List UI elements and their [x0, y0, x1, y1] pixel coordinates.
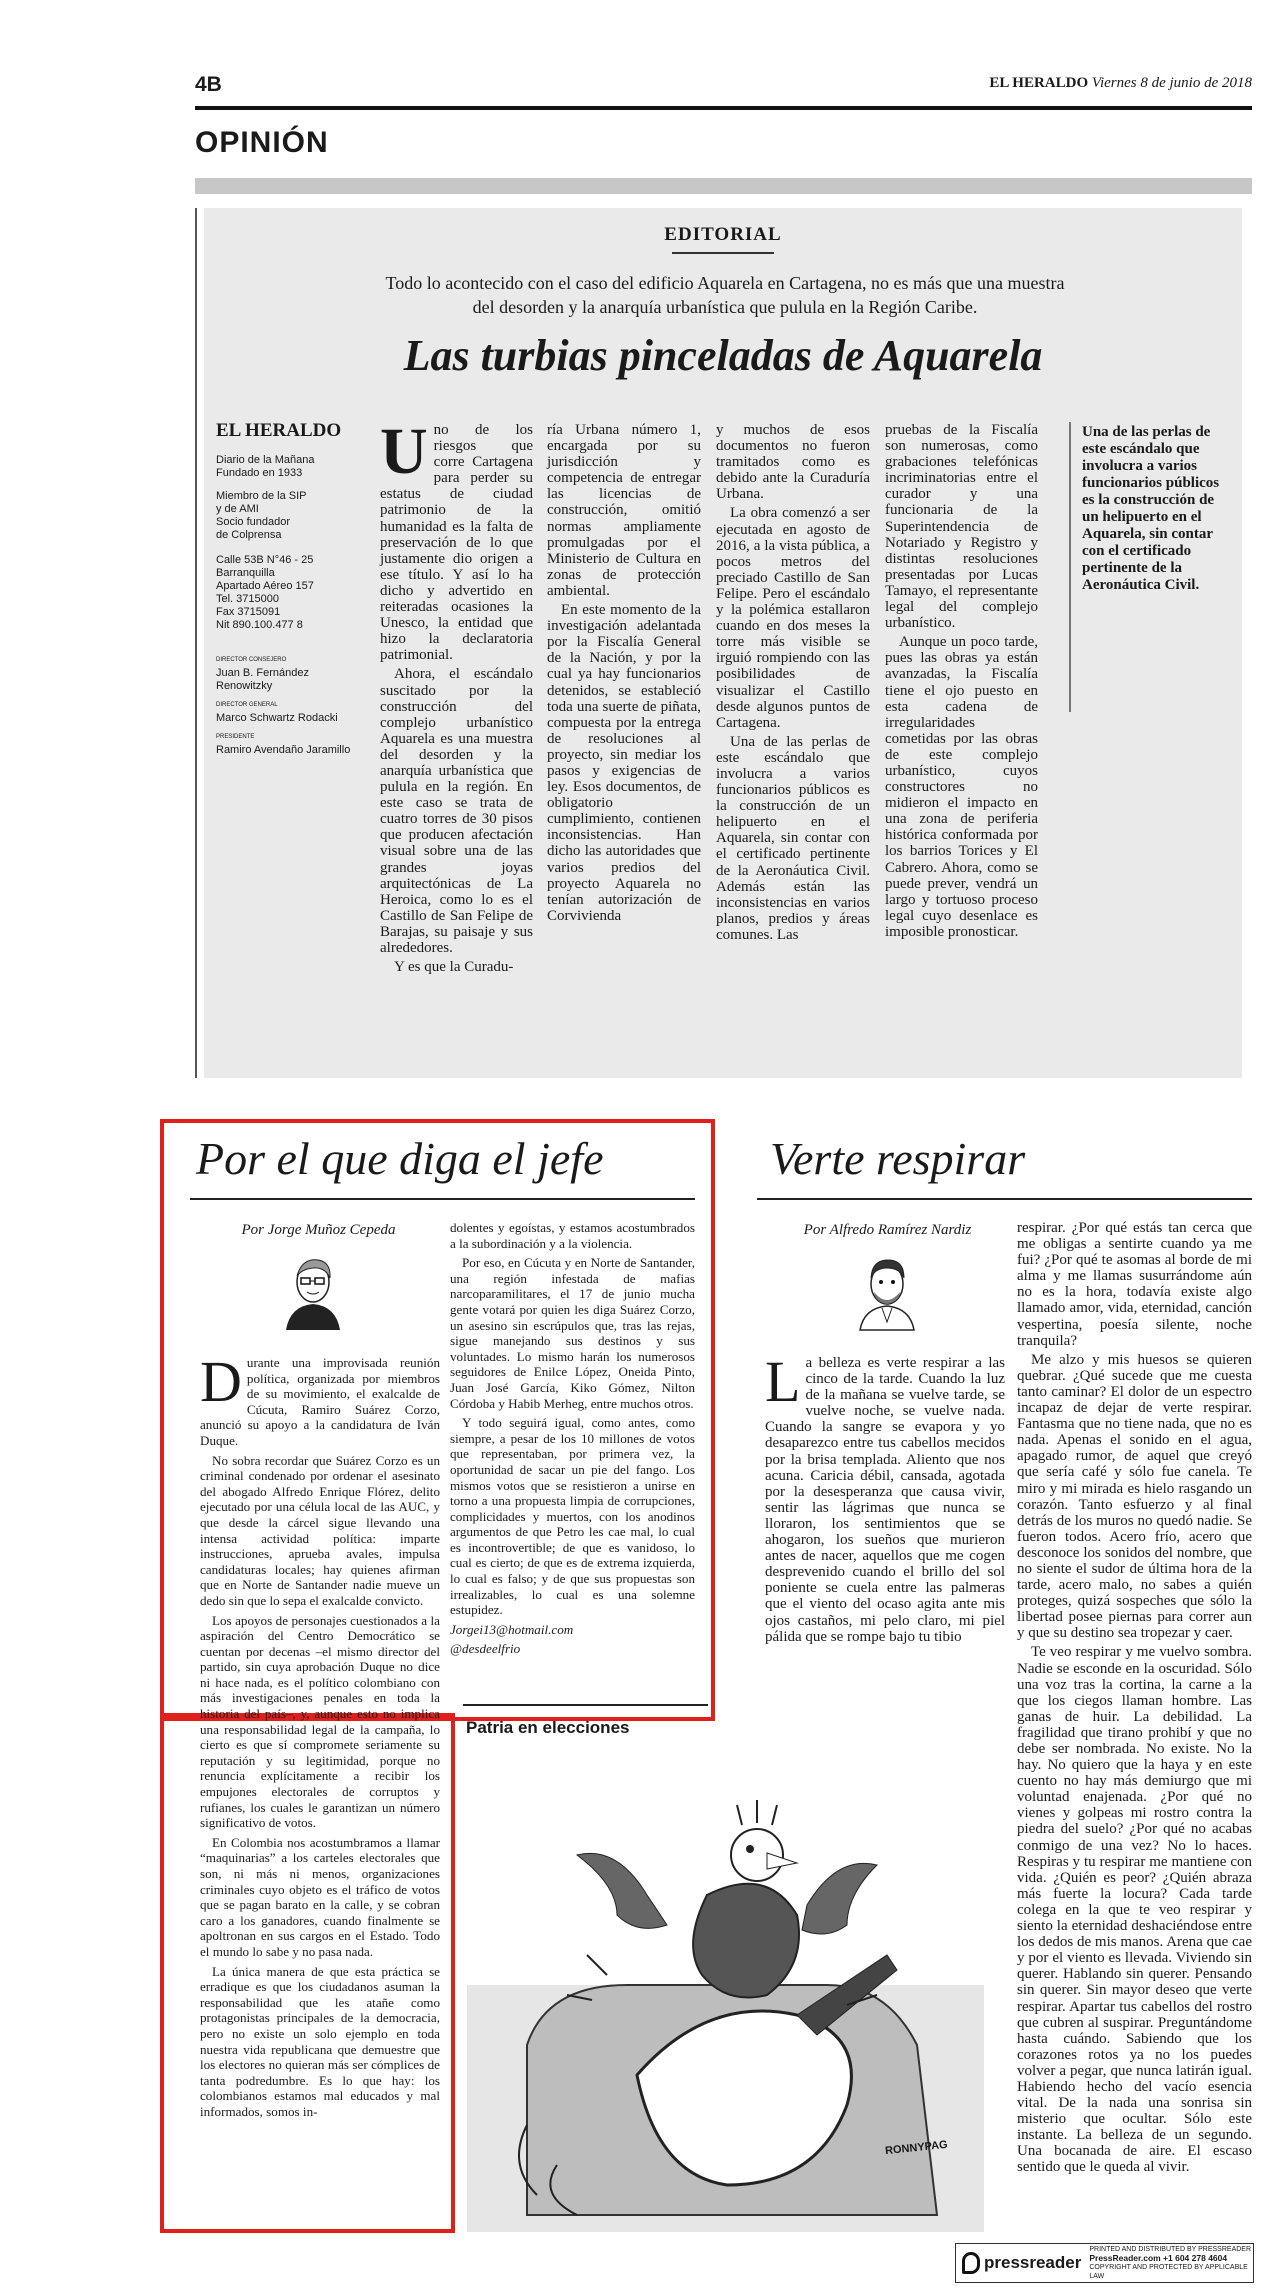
byline: Por Jorge Muñoz Cepeda — [241, 1222, 396, 1238]
author-portrait — [278, 1252, 348, 1330]
pullquote: Una de las perlas de este escándalo que involucra a varios funcionarios públicos es la construcción de un helipuerto en el Aquarela, sin contar con el certificado pertinente de la Aeronáutica Civil. — [1082, 424, 1220, 593]
masthead-line: Fax 3715091 — [216, 606, 281, 618]
paragraph: pruebas de la Fiscalía son numerosas, como grabaciones telefónicas incriminatorias entre el curador y una funcionaria de la Superintendencia de Notariado y Registro y distintas resoluciones presentadas por Lucas Tamayo, el representante legal del complejo urbanístico. — [885, 422, 1038, 632]
page-number: 4B — [195, 73, 222, 96]
masthead-line: Nit 890.100.477 8 — [216, 619, 303, 631]
editorial-column-3 — [716, 422, 870, 1067]
masthead-role: DIRECTOR CONSEJERO — [216, 657, 287, 663]
column-title: Por el que diga el jefe — [196, 1133, 604, 1184]
masthead — [216, 420, 366, 757]
author-twitter: @desdeelfrio — [450, 1641, 521, 1657]
editorial-title: Las turbias pinceladas de Aquarela — [403, 331, 1043, 380]
masthead-line: Barranquilla — [216, 567, 275, 579]
masthead-line: y de AMI — [216, 503, 259, 515]
paragraph: Y todo seguirá igual, como antes, como siempre, a pesar de los 10 millones de votos que representaban, por primera vez, la oportunidad de sacar un pie del fango. Los mismos votos que se resistieron a unirse en torno a una propuesta limpia de corrupciones, complicidades y muertos, con los anodinos argumentos de que Petro les cae mal, lo cual es incontrovertible; de que es vanidoso, lo cual es cierto; de que es de extrema izquierda, lo cual es falso; y de que sus propuestas son irrealizables, lo cual es una solemne estupidez. — [450, 1415, 695, 1618]
author-portrait — [852, 1252, 922, 1330]
left-column-2 — [450, 1220, 695, 1700]
paragraph: Aunque un poco tarde, pues las obras ya están avanzadas, la Fiscalía tiene el ojo puesto en esta cadena de irregularidades cometidas por las obras de este complejo urbanístico, cuyos constructores no midieron el impacto en una zona de periferia histórica conformada por los barrios Torices y El Cabrero. Ahora, como se puede prever, vendrá un largo y tortuoso proceso legal cuyo desenlace es imposible pronosticar. — [885, 634, 1038, 940]
paragraph: urante una improvisada reunión política, organizada por miembros de su movimiento, el exalcalde de Cúcuta, Ramiro Suárez Corzo, anunció su apoyo a la candidatura de Iván Duque. — [200, 1355, 440, 1448]
pullquote-rule — [1069, 422, 1071, 712]
paragraph: Por eso, en Cúcuta y en Norte de Santander, una región infestada de mafias narcoparamilitares, el 17 de junio mucha gente votará por quien les diga Suárez Corzo, un asesino sin escrúpulos que, tras las rejas, sigue manejando sus destinos y sus voluntades. Lo mismo harán los numerosos seguidores de Enilce López, Oneida Pinto, Juan José García, Kiko Gómez, Nilton Córdoba y Habib Merheg, entre muchos otros. — [450, 1255, 695, 1411]
editorial-deck: Todo lo acontecido con el caso del edificio Aquarela en Cartagena, no es más que una muestra del desorden y la anarquía urbanística que pulula en la Región Caribe. — [385, 273, 1065, 317]
section-bar — [195, 178, 1252, 194]
highlight-box-top — [160, 1119, 711, 1123]
masthead-role: DIRECTOR GENERAL — [216, 702, 278, 708]
editorial-dropcap: U — [380, 415, 428, 488]
newspaper-name: EL HERALDO — [989, 75, 1089, 91]
right-column-1 — [765, 1349, 1005, 1645]
masthead-line: Fundado en 1933 — [216, 467, 303, 479]
pressreader-logo — [962, 2252, 1081, 2274]
paragraph: En Colombia nos acostumbramos a llamar “maquinarias” a los carteles electorales que son, ni más ni menos, organizaciones criminales cuyo objeto es el tráfico de votos que se pagan barato en la calle, y se cobran caro a los ganadores, cuando finalmente se apoltronan en sus cargos en el Estado. Todo el mundo lo sabe y no pasa nada. — [200, 1834, 440, 1959]
paragraph: Una de las perlas de este escándalo que involucra a varios funcionarios públicos es la construcción de un helipuerto en el Aquarela, sin contar con el certificado pertinente de la Aeronáutica Civil. Además están las inconsistencias en varios planos, predios y áreas comunes. Las — [716, 733, 870, 943]
masthead-line: Miembro de la SIP — [216, 490, 307, 502]
author-email: Jorgei13@hotmail.com — [450, 1621, 574, 1637]
cartoon-title: Patria en elecciones — [466, 1718, 630, 1737]
pressreader-logo-text: pressreader — [984, 2253, 1082, 2272]
masthead-role: PRESIDENTE — [216, 734, 255, 740]
editorial-column-1 — [380, 415, 533, 1067]
cartoon-rule — [463, 1704, 708, 1706]
pressreader-badge[interactable] — [955, 2243, 1254, 2283]
paragraph: La obra comenzó a ser ejecutada en agosto de 2016, a la vista pública, a pocos metros del preciado Castillo de San Felipe. Pero el escándalo y la polémica estallaron cuando en dos meses la torre más visible se irguió rompiendo con las posibilidades de visualizar el Castillo desde algunos puntos de Cartagena. — [716, 505, 870, 731]
editorial-column-2 — [547, 422, 701, 1067]
pressreader-line: COPYRIGHT AND PROTECTED BY APPLICABLE LAW — [1089, 2264, 1248, 2280]
paragraph: No sobra recordar que Suárez Corzo es un criminal condenado por ordenar el asesinato del abogado Alfredo Enrique Flórez, delito ejecutado por una célula local de las AUC, y que desde la cárcel sigue llevando una intensa actividad política: imparte instrucciones, aprueba avales, impulsa candidaturas locales; hay quienes afirman que en Norte de Santander nadie mueve un dedo sin que lo sepa el exalcalde convicto. — [200, 1452, 440, 1608]
right-column-2 — [1017, 1220, 1252, 2230]
column-dropcap: D — [200, 1349, 242, 1414]
left-column-1 — [200, 1349, 440, 2119]
pressreader-line: PRINTED AND DISTRIBUTED BY PRESSREADER — [1089, 2246, 1252, 2253]
paragraph: Ahora, el escándalo suscitado por la construcción del complejo urbanístico Aquarela es una muestra del desorden y la anarquía urbanística que pulula en la región. En este caso se trata de cuatro torres de 30 pisos que producen afectación visual sobre una de las grandes joyas arquitectónicas de La Heroica, como lo es el Castillo de San Felipe de Barajas, su paisaje y sus alrededores. — [380, 666, 533, 956]
editorial-box-border — [195, 208, 197, 1078]
masthead-line: Apartado Aéreo 157 — [216, 580, 314, 592]
paragraph: En este momento de la investigación adelantada por la Fiscalía General de la Nación, y por la cual ya hay funcionarios detenidos, se estableció toda una suerte de piñata, compuesta por la entrega de resoluciones al proyecto, sin mediar los pasos y exigencias de ley. Esos documentos, de obligatorio cumplimiento, contienen inconsistencias. Han dicho las autoridades que varios predios del proyecto Aquarela no tenían autorización de Corvivienda — [547, 602, 701, 924]
paragraph: respirar. ¿Por qué estás tan cerca que me obligas a sentirte cuando ya me fui? ¿Por qué te asomas al borde de mi alma y me llamas susurrándome aún no es la hora, todavía existe algo llamado amor, vida, eternidad, canción vespertina, poesía silente, noche tranquila? — [1017, 1220, 1252, 1349]
pressreader-info — [1089, 2245, 1253, 2281]
paragraph: La única manera de que esta práctica se erradique es que los ciudadanos asuman la responsabilidad que les atañe como protagonistas principales de la democracia, pero no existe un solo ejemplo en toda nuestra vida republicana que demuestre que los electores no quieran más ser cómplices de tanta podredumbre. Es lo que hay: los colombianos estamos mal educados y mal informados, somos in- — [200, 1963, 440, 2119]
masthead-line: Calle 53B N°46 - 25 — [216, 554, 314, 566]
column-title-rule — [757, 1198, 1252, 1200]
column-title-rule — [190, 1198, 695, 1200]
masthead-line: Tel. 3715000 — [216, 593, 279, 605]
masthead-person: Marco Schwartz Rodacki — [216, 712, 338, 724]
date-line — [989, 75, 1252, 92]
column-title: Verte respirar — [770, 1133, 1026, 1184]
header-rule — [195, 106, 1252, 110]
masthead-line: Socio fundador — [216, 516, 290, 528]
editorial-label: EDITORIAL — [664, 224, 782, 245]
byline: Por Alfredo Ramírez Nardiz — [803, 1222, 972, 1238]
pressreader-line: PressReader.com +1 604 278 4604 — [1089, 2253, 1228, 2263]
masthead-person: Ramiro Avendaño Jaramillo — [216, 744, 351, 756]
paragraph: Los apoyos de personajes cuestionados a la aspiración del Centro Democrático se cuentan por decenas –el mismo director del partido, sin cuya aprobación Duque no dice ni hace nada, es el político colombiano con más investigaciones penales en toda la historia del país–, y, aunque esto no implica una responsabilidad legal de la campaña, lo cierto es que sí compromete seriamente su reputación y su legitimidad, porque no renuncia explícitamente a recibir los empujones electorales de corruptos y rufianes, los cuales le garantizan un número significativo de votos. — [200, 1612, 440, 1831]
paragraph: y muchos de esos documentos no fueron tramitados como es debido ante la Curaduría Urbana. — [716, 422, 870, 503]
paragraph: no de los riesgos que corre Cartagena para perder su estatus de ciudad patrimonio de la humanidad es la falta de preservación de lo que justamente dio origen a ese título. Y así lo ha dicho y advertido en reiteradas ocasiones la Unesco, la entidad que hizo la declaratoria patrimonial. — [380, 422, 533, 664]
paragraph: dolentes y egoístas, y estamos acostumbrados a la subordinación y a la violencia. — [450, 1220, 695, 1251]
pressreader-icon — [962, 2252, 980, 2274]
editorial-label-rule — [672, 252, 774, 254]
cartoon-image — [467, 1745, 984, 2232]
masthead-person: Juan B. Fernández Renowitzky — [216, 667, 309, 692]
section-title: OPINIÓN — [195, 126, 329, 159]
cartoon-signature: RONNYPAG — [884, 2138, 949, 2158]
column-dropcap: L — [765, 1349, 801, 1414]
paragraph: Me alzo y mis huesos se quieren quebrar. ¿Qué sucede que me cuesta tanto caminar? El dolor de un espectro incapaz de dejar de verte respirar. Fantasma que no tiene nada, que no es nada. Apenas el sonido en el agua, apagado rumor, de aquel que creyó que sería café y sólo fue canela. Te miro y mi mirada es hielo rasgando un corazón. Tanto esfuerzo y al final detrás de los muros no quedó nadie. Se fueron todos. Acero frío, acero que desconoce los sonidos del nombre, que no siente el sudor de última hora de la tarde, acero malo, no sabes a quién proteges, quizá sospeches que sólo la libertad posee piernas para correr aun y que su destino sea tropezar y caer. — [1017, 1351, 1252, 1642]
masthead-line: de Colprensa — [216, 529, 282, 541]
editorial-column-4 — [885, 422, 1038, 1067]
masthead-line: Diario de la Mañana — [216, 454, 315, 466]
issue-date: Viernes 8 de junio de 2018 — [1091, 75, 1252, 91]
paragraph: ría Urbana número 1, encargada por su jurisdicción y competencia de entregar las licencias de construcción, omitió normas ampliamente promulgadas por el Ministerio de Cultura en zonas de protección ambiental. — [547, 422, 701, 599]
paragraph: a belleza es verte respirar a las cinco de la tarde. Cuando la luz de la mañana se vuelve tarde, se vuelve noche, se vuelve nada. Cuando la sangre se evapora y yo desaparezco entre tus cabellos mecidos por la brisa templada. Aliento que nos acuna. Caricia débil, cansada, agotada por la desesperanza que causa vivir, sentir las lágrimas que nunca se lloraron, los sentimientos que se ahogaron, los sueños que murieron antes de nacer, aquellos que me cogen desprevenido cuando el brillo del sol poniente se cuela entre las palmeras que el viento del ocaso agita ante mis ojos castaños, mi pelo claro, mi piel pálida que se rompe bajo tu tibio — [765, 1355, 1005, 1645]
paragraph: Te veo respirar y me vuelvo sombra. Nadie se esconde en la oscuridad. Sólo una voz tras la cortina, la carne a la que los ciegos llaman hombre. Las ganas de huir. La debilidad. La fragilidad que tirano prohibí y que no debe ser nombrada. No existe. No la hay. No quiero que la haya y en este cuento no hay más demiurgo que mi voluntad enajenada. ¿Por qué no vienes y golpeas mi rostro contra la piedra del suelo? ¿Por qué no acabas conmigo de una vez? No lo haces. Respiras y tu respirar me mantiene con vida. ¿Quién es peor? ¿Quién abraza más fuerte la locura? Cada tarde colega en la que te veo respirar y siento la eternidad deshaciéndose entre los dedos de mis manos. Arena que cae y por el viento es llevada. Viviendo sin querer. Hablando sin querer. Pensando sin querer. Sin mayor deseo que verte respirar. Apartar tus cabellos del rostro que cubren al suspirar. Preguntándome hasta cuándo. Sabiendo que los corazones rotos ya no los puedes volver a pegar, que nunca latirán igual. Habiendo hecho del vacío esencia vital. De la nada una sonrisa sin misterio que ocultar. Sólo este instante. La belleza de un segundo. Una bocanada de aire. El escaso sentido que le queda al vivir. — [1017, 1644, 1252, 2176]
masthead-name: EL HERALDO — [216, 420, 342, 441]
paragraph: Y es que la Curadu- — [394, 959, 514, 976]
